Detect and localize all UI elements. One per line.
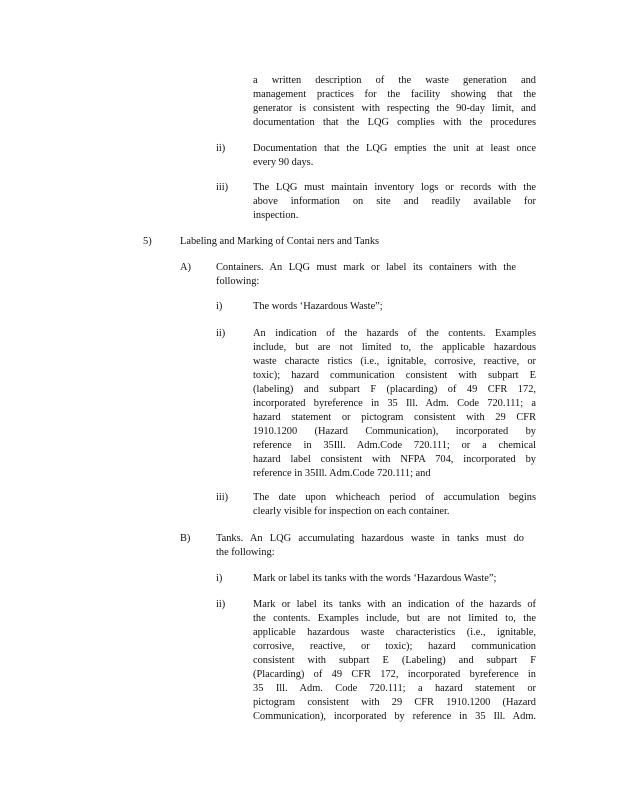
item-marker: ii)	[216, 143, 226, 154]
item-marker: iii)	[216, 492, 229, 503]
text-line: Documentation that the LQG empties the unit at least once	[253, 143, 536, 154]
text-line: Tanks. An LQG accumulating hazardous waste in tanks must do	[216, 533, 524, 544]
text-line: a written description of the waste generation and	[253, 75, 536, 86]
text-line: above information on site and readily available for	[253, 196, 536, 207]
section-number: 5)	[143, 236, 152, 247]
text-line: incorporated byreference in 35 Ill. Adm. Code 720.111; a	[253, 398, 536, 409]
text-line: reference in 35Ill. Adm.Code 720.111; or a chemical	[253, 440, 536, 451]
text-line: An indication of the hazards of the contents. Examples	[253, 328, 536, 339]
text-line: Containers. An LQG must mark or label its containers with the	[216, 262, 516, 273]
text-line: management practices for the facility showing that the	[253, 89, 536, 100]
item-marker: iii)	[216, 182, 229, 193]
text-line: the following:	[216, 547, 275, 558]
text-line: (labeling) and subpart F (placarding) of 49 CFR 172,	[253, 384, 536, 395]
text-line: The LQG must maintain inventory logs or records with the	[253, 182, 536, 193]
text-line: toxic); hazard communication consistent with subpart E	[253, 370, 536, 381]
text-line: Mark or label its tanks with an indication of the hazards of	[253, 599, 536, 610]
text-line: generator is consistent with respecting the 90-day limit, and	[253, 103, 536, 114]
text-line: consistent with subpart E (Labeling) and subpart F	[253, 655, 536, 666]
text-line: documentation that the LQG complies with the procedures	[253, 117, 536, 128]
subsection-marker: B)	[180, 533, 191, 544]
text-line: following:	[216, 276, 260, 287]
text-line: The words ‘Hazardous Waste”;	[253, 301, 383, 312]
subsection-marker: A)	[180, 262, 191, 273]
text-line: Communication), incorporated by reference in 35 Ill. Adm.	[253, 711, 536, 722]
text-line: applicable hazardous waste characteristics (i.e., ignitable,	[253, 627, 536, 638]
item-marker: i)	[216, 573, 223, 584]
text-line: include, but are not limited to, the applicable hazardous	[253, 342, 536, 353]
item-marker: i)	[216, 301, 223, 312]
text-line: inspection.	[253, 210, 299, 221]
text-line: corrosive, reactive, or toxic); hazard communication	[253, 641, 536, 652]
item-marker: ii)	[216, 599, 226, 610]
text-line: 1910.1200 (Hazard Communication), incorporated by	[253, 426, 536, 437]
text-line: waste characte ristics (i.e., ignitable, corrosive, reactive, or	[253, 356, 536, 367]
text-line: The date upon whicheach period of accumulation begins	[253, 492, 536, 503]
section-heading: Labeling and Marking of Contai ners and Tanks	[180, 236, 380, 247]
text-line: (Placarding) of 49 CFR 172, incorporated byreference in	[253, 669, 536, 680]
text-line: the contents. Examples include, but are not limited to, the	[253, 613, 536, 624]
text-line: hazard statement or pictogram consistent with 29 CFR	[253, 412, 536, 423]
item-marker: ii)	[216, 328, 226, 339]
text-line: hazard label consistent with NFPA 704, incorporated by	[253, 454, 536, 465]
text-line: pictogram consistent with 29 CFR 1910.1200 (Hazard	[253, 697, 536, 708]
text-line: every 90 days.	[253, 157, 314, 168]
text-line: reference in 35Ill. Adm.Code 720.111; and	[253, 468, 431, 479]
text-line: 35 Ill. Adm. Code 720.111; a hazard statement or	[253, 683, 536, 694]
text-line: Mark or label its tanks with the words ‘Hazardous Waste”;	[253, 573, 497, 584]
text-line: clearly visible for inspection on each container.	[253, 506, 450, 517]
